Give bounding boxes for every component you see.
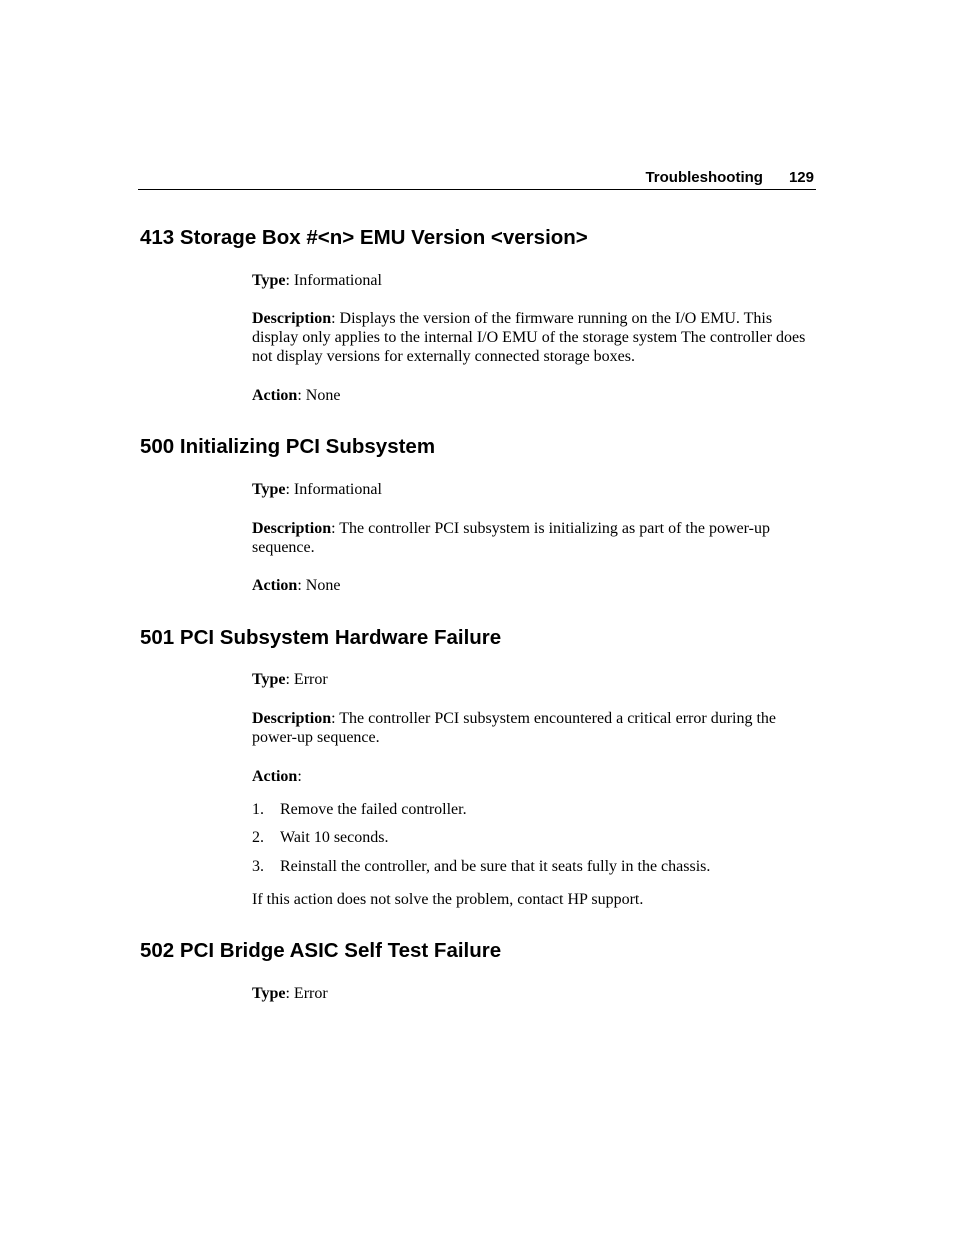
type-label: Type [252,671,286,688]
section-501-note: If this action does not solve the problem, contact HP support. [252,891,644,908]
action-label: Action [252,577,298,594]
step-text: Remove the failed controller. [280,801,467,818]
type-value: : Error [285,985,328,1002]
action-value: : None [297,577,341,594]
action-value: : None [297,387,341,404]
type-value: : Informational [285,481,382,498]
header-section-name: Troubleshooting [645,169,763,186]
step-number: 2. [252,829,264,846]
section-501-action [252,767,816,786]
section-500-description [252,519,816,557]
running-header [138,168,816,190]
action-label: Action [252,387,298,404]
section-501-type [252,670,816,689]
section-501-description [252,709,816,747]
heading-413: 413 Storage Box #<n> EMU Version <version> [140,226,588,249]
heading-501: 501 PCI Subsystem Hardware Failure [140,626,502,649]
section-500-type [252,480,816,499]
description-label: Description [252,710,332,727]
action-label: Action [252,768,298,785]
description-text: : The controller PCI subsystem is initializing as part of the power-up sequence. [252,520,770,556]
action-value: : [297,768,302,785]
list-item [252,800,816,819]
type-value: : Informational [285,272,382,289]
heading-502: 502 PCI Bridge ASIC Self Test Failure [140,939,502,962]
description-text: : Displays the version of the firmware running on the I/O EMU. This display only applies to the internal I/O EMU of the storage system The controller does not display versions for externally connected storage boxes. [252,310,806,365]
section-413-type [252,271,816,290]
step-number: 3. [252,858,264,875]
description-label: Description [252,310,332,327]
description-text: : The controller PCI subsystem encountered a critical error during the power-up sequence. [252,710,777,746]
list-item [252,857,816,876]
section-413-description [252,309,816,366]
heading-500: 500 Initializing PCI Subsystem [140,435,436,458]
section-500-action [252,576,816,595]
type-value: : Error [285,671,328,688]
list-item [252,828,816,847]
step-text: Reinstall the controller, and be sure that it seats fully in the chassis. [280,858,711,875]
type-label: Type [252,985,286,1002]
header-page-number: 129 [788,169,814,186]
type-label: Type [252,481,286,498]
step-text: Wait 10 seconds. [280,829,389,846]
step-number: 1. [252,801,264,818]
section-413-action [252,386,816,405]
section-502-type [252,984,816,1003]
description-label: Description [252,520,332,537]
type-label: Type [252,272,286,289]
